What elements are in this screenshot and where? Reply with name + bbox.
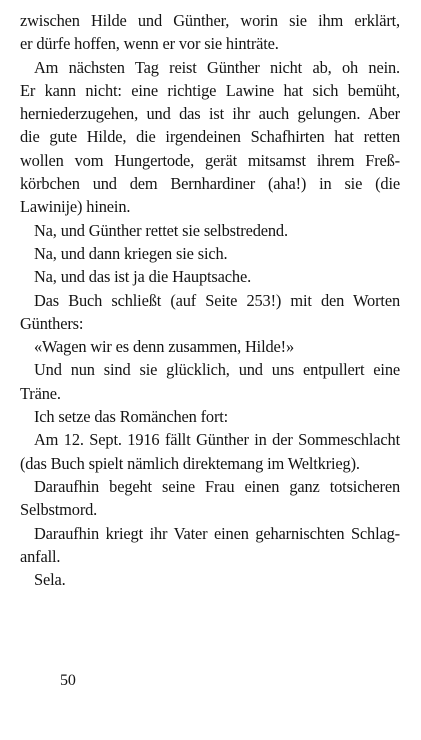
text-line: Das Buch schließt (auf Seite 253!) mit den Worten [34, 290, 400, 310]
text-line: Am 12. Sept. 1916 fällt Günther in der Sommeschlacht [34, 430, 400, 450]
text-line: «Wagen wir es denn zusammen, Hilde!» [34, 337, 295, 357]
paragraph [20, 289, 400, 336]
paragraph [20, 242, 400, 265]
text-line: wollen vom Hungertode, gerät mitsamst ihrem Freß- [20, 150, 400, 170]
text-line: zwischen Hilde und Günther, worin sie ihm erklärt, [20, 11, 400, 30]
text-line: Er kann nicht: eine richtige Lawine hat sich bemüht, [20, 80, 400, 100]
page-number: 50 [60, 672, 76, 689]
text-line: die gute Hilde, die irgendeinen Schafhirten hat retten [20, 127, 400, 147]
text-line: Na, und dann kriegen sie sich. [34, 243, 228, 263]
paragraph [20, 568, 400, 591]
paragraph [20, 475, 400, 522]
text-line: (das Buch spielt nämlich direktemang im Weltkrieg). [20, 453, 360, 473]
text-line: Daraufhin kriegt ihr Vater einen geharnischten Schlag- [34, 523, 400, 543]
text-line: Lawinije) hinein. [20, 197, 131, 217]
text-line: Und nun sind sie glücklich, und uns entpullert eine [34, 360, 400, 380]
text-line: Daraufhin begeht seine Frau einen ganz totsicheren [34, 476, 400, 496]
text-line: anfall. [20, 546, 61, 566]
paragraph [20, 405, 400, 428]
text-line: Am nächsten Tag reist Günther nicht ab, oh nein. [34, 57, 400, 77]
text-line: Ich setze das Romänchen fort: [34, 407, 229, 427]
paragraph [20, 9, 400, 56]
paragraph [20, 56, 400, 219]
text-line: Günthers: [20, 313, 84, 333]
paragraph [20, 522, 400, 569]
text-line: er dürfe hoffen, wenn er vor sie hinträte. [20, 34, 279, 54]
paragraph [20, 358, 400, 405]
text-line: Sela. [34, 570, 66, 590]
paragraph [20, 265, 400, 288]
text-line: Na, und das ist ja die Hauptsache. [34, 267, 252, 287]
paragraph [20, 428, 400, 475]
text-line: Selbstmord. [20, 500, 98, 520]
paragraph [20, 335, 400, 358]
body-text [20, 9, 400, 591]
paragraph [20, 219, 400, 242]
text-line: Träne. [20, 383, 61, 403]
text-line: herniederzugehen, und das ist ihr auch gelungen. Aber [20, 104, 400, 124]
text-line: Na, und Günther rettet sie selbstredend. [34, 220, 288, 240]
text-line: körbchen und dem Bernhardiner (aha!) in sie (die [20, 174, 400, 194]
